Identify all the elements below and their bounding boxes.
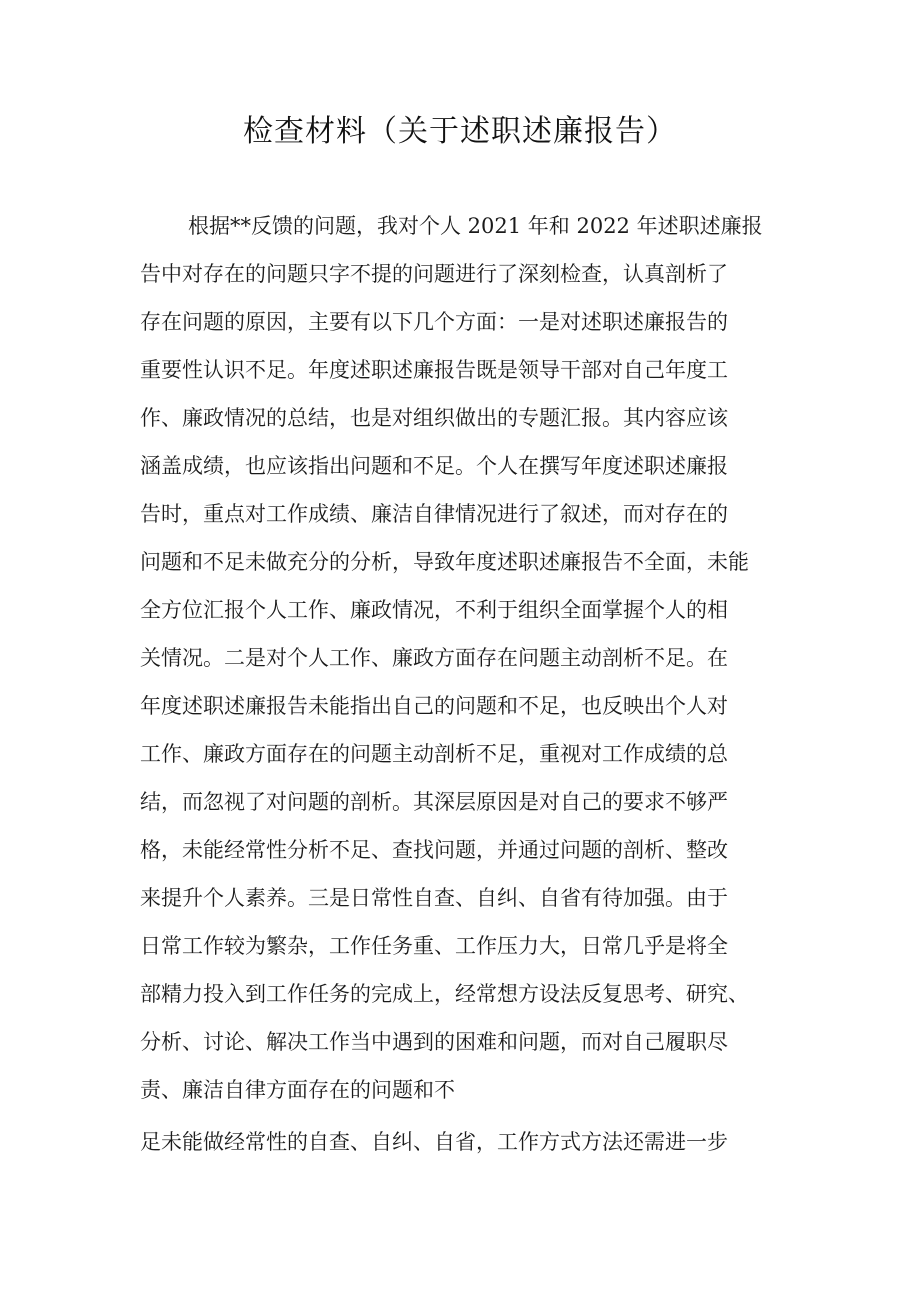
body-line-4: 重要性认识不足。年度述职述廉报告既是领导干部对自己年度工 <box>140 358 728 382</box>
body-line-18: 分析、讨论、解决工作当中遇到的困难和问题，而对自己履职尽 <box>140 1030 728 1054</box>
body-line-1: 根据**反馈的问题，我对个人 2021 年和 2022 年述职述廉报 <box>188 214 763 238</box>
body-line-13: 结，而忽视了对问题的剖析。其深层原因是对自己的要求不够严 <box>140 790 728 814</box>
body-line-17: 部精力投入到工作任务的完成上，经常想方设法反复思考、研究、 <box>140 982 749 1006</box>
document-title: 检查材料（关于述职述廉报告） <box>243 114 677 149</box>
body-line-5: 作、廉政情况的总结，也是对组织做出的专题汇报。其内容应该 <box>140 406 728 430</box>
body-line-19: 责、廉洁自律方面存在的问题和不 <box>140 1078 455 1102</box>
body-line-10: 关情况。二是对个人工作、廉政方面存在问题主动剖析不足。在 <box>140 646 728 670</box>
body-line-6: 涵盖成绩，也应该指出问题和不足。个人在撰写年度述职述廉报 <box>140 454 728 478</box>
body-line-2: 告中对存在的问题只字不提的问题进行了深刻检查，认真剖析了 <box>140 262 728 286</box>
body-line-7: 告时，重点对工作成绩、廉洁自律情况进行了叙述，而对存在的 <box>140 502 728 526</box>
body-line-8: 问题和不足未做充分的分析，导致年度述职述廉报告不全面，未能 <box>140 550 749 574</box>
body-line-11: 年度述职述廉报告未能指出自己的问题和不足，也反映出个人对 <box>140 694 728 718</box>
body-line-12: 工作、廉政方面存在的问题主动剖析不足，重视对工作成绩的总 <box>140 742 728 766</box>
body-line-20: 足未能做经常性的自查、自纠、自省，工作方式方法还需进一步 <box>140 1130 728 1154</box>
body-line-14: 格，未能经常性分析不足、查找问题，并通过问题的剖析、整改 <box>140 838 728 862</box>
body-line-3: 存在问题的原因，主要有以下几个方面：一是对述职述廉报告的 <box>140 310 728 334</box>
body-line-15: 来提升个人素养。三是日常性自查、自纠、自省有待加强。由于 <box>140 886 728 910</box>
body-line-16: 日常工作较为繁杂，工作任务重、工作压力大，日常几乎是将全 <box>140 934 728 958</box>
body-line-9: 全方位汇报个人工作、廉政情况，不利于组织全面掌握个人的相 <box>140 598 728 622</box>
